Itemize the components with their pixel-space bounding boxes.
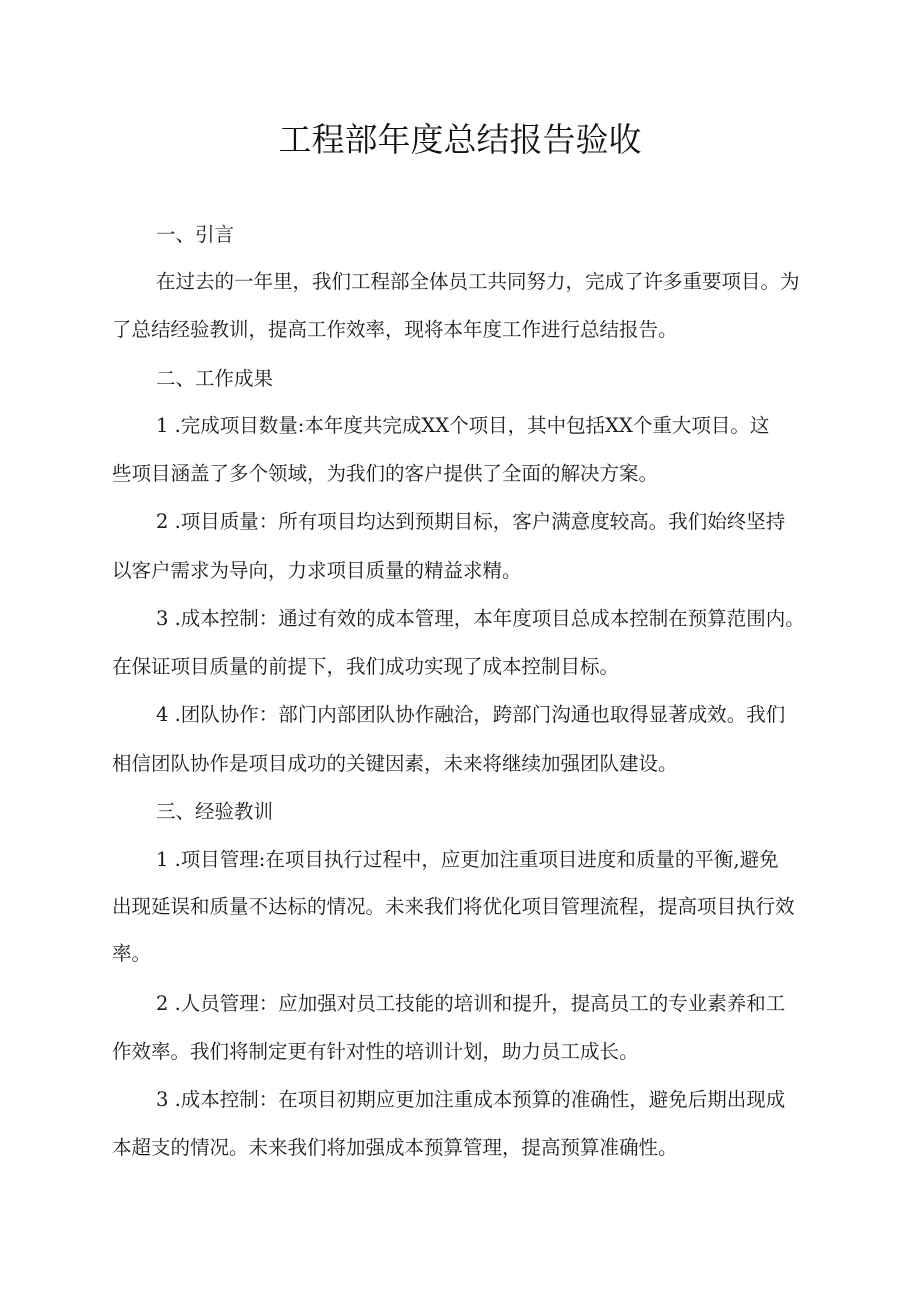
section-heading-achievements: 二、工作成果 [156, 367, 274, 390]
paragraph-line: 3 .成本控制：通过有效的成本管理，本年度项目总成本控制在预算范围内。 [156, 607, 805, 630]
paragraph-line: 3 .成本控制：在项目初期应更加注重成本预算的准确性，避免后期出现成 [156, 1088, 786, 1111]
paragraph-line: 4 .团队协作：部门内部团队协作融洽，跨部门沟通也取得显著成效。我们 [156, 703, 786, 726]
paragraph-line: 作效率。我们将制定更有针对性的培训计划，助力员工成长。 [112, 1040, 639, 1063]
paragraph-line: 1 .完成项目数量:本年度共完成XX个项目，其中包括XX个重大项目。这 [156, 414, 770, 437]
section-heading-lessons: 三、经验教训 [156, 800, 274, 823]
paragraph-line: 在保证项目质量的前提下，我们成功实现了成本控制目标。 [112, 655, 620, 678]
paragraph-line: 2 .项目质量：所有项目均达到预期目标，客户满意度较高。我们始终坚持 [156, 510, 786, 533]
paragraph-line: 本超支的情况。未来我们将加强成本预算管理，提高预算准确性。 [112, 1136, 678, 1159]
paragraph-line: 了总结经验教训，提高工作效率，现将本年度工作进行总结报告。 [112, 318, 678, 341]
page-title: 工程部年度总结报告验收 [278, 120, 642, 159]
paragraph-line: 出现延误和质量不达标的情况。未来我们将优化项目管理流程，提高项目执行效 [112, 895, 795, 918]
paragraph-line: 相信团队协作是项目成功的关键因素，未来将继续加强团队建设。 [112, 752, 678, 775]
paragraph-line: 1 .项目管理:在项目执行过程中，应更加注重项目进度和质量的平衡,避免 [156, 848, 779, 871]
paragraph-line: 2 .人员管理：应加强对员工技能的培训和提升，提高员工的专业素养和工 [156, 992, 786, 1015]
paragraph-line: 在过去的一年里，我们工程部全体员工共同努力，完成了许多重要项目。为 [156, 270, 800, 293]
paragraph-line: 率。 [112, 942, 152, 965]
paragraph-line: 以客户需求为导向，力求项目质量的精益求精。 [112, 559, 522, 582]
paragraph-line: 些项目涵盖了多个领域，为我们的客户提供了全面的解决方案。 [112, 462, 659, 485]
section-heading-introduction: 一、引言 [156, 223, 235, 246]
